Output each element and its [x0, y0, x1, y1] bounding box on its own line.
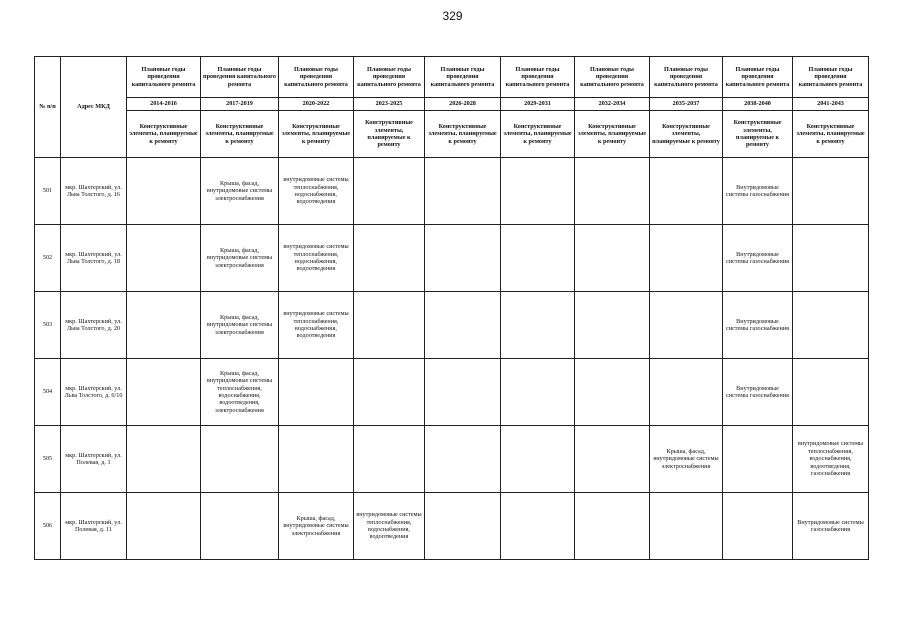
planned-works-cell [425, 493, 501, 560]
header-years-range: 2023-2025 [354, 98, 425, 111]
header-years-range: 2035-2037 [650, 98, 723, 111]
planned-works-cell [793, 292, 869, 359]
planned-works-cell [425, 359, 501, 426]
header-years-range: 2041-2043 [793, 98, 869, 111]
planned-works-cell [650, 493, 723, 560]
planned-works-cell [650, 158, 723, 225]
header-row-elements [35, 111, 869, 158]
planned-works-cell: Внутридомовые системы газоснабжения [723, 292, 793, 359]
planned-works-cell: Крыша, фасад, внутридомовые системы электроснабжения [201, 292, 279, 359]
table-row [35, 426, 869, 493]
row-address: мкр. Шахтерский, ул. Полевая, д. 1 [61, 426, 127, 493]
row-number: 505 [35, 426, 61, 493]
planned-works-cell [127, 292, 201, 359]
planned-works-cell [793, 225, 869, 292]
row-address: мкр. Шахтерский, ул. Льва Толстого, д. 18 [61, 225, 127, 292]
header-plan-years: Плановые годы проведения капитального ремонта [425, 57, 501, 98]
row-number: 504 [35, 359, 61, 426]
planned-works-cell [650, 359, 723, 426]
header-years-range: 2032-2034 [575, 98, 650, 111]
header-years-range: 2017-2019 [201, 98, 279, 111]
planned-works-cell: Внутридомовые системы газоснабжения [723, 158, 793, 225]
planned-works-cell: внутридомовые системы теплоснабжения, водоснабжения, водоотведения, газоснабжения [793, 426, 869, 493]
row-address: мкр. Шахтерский, ул. Льва Толстого, д. 20 [61, 292, 127, 359]
header-address: Адрес МКД [61, 57, 127, 158]
planned-works-cell [501, 225, 575, 292]
header-plan-years: Плановые годы проведения капитального ремонта [354, 57, 425, 98]
planned-works-cell [723, 493, 793, 560]
planned-works-cell [201, 426, 279, 493]
planned-works-cell [723, 426, 793, 493]
table-row [35, 292, 869, 359]
header-structural-elements: Конструктивные элементы, планируемые к ремонту [425, 111, 501, 158]
planned-works-cell: Крыша, фасад, внутридомовые системы электроснабжения [201, 158, 279, 225]
repair-plan-table [34, 56, 869, 560]
header-years-range: 2029-2031 [501, 98, 575, 111]
planned-works-cell [127, 359, 201, 426]
header-plan-years: Плановые годы проведения капитального ремонта [201, 57, 279, 98]
planned-works-cell: Крыша, фасад, внутридомовые системы электроснабжения [279, 493, 354, 560]
row-number: 502 [35, 225, 61, 292]
planned-works-cell [354, 292, 425, 359]
header-plan-years: Плановые годы проведения капитального ремонта [501, 57, 575, 98]
planned-works-cell [127, 225, 201, 292]
planned-works-cell [425, 426, 501, 493]
planned-works-cell [425, 292, 501, 359]
planned-works-cell [575, 225, 650, 292]
table-row [35, 493, 869, 560]
row-address: мкр. Шахтерский, ул. Льва Толстого, д. 16 [61, 158, 127, 225]
planned-works-cell [127, 493, 201, 560]
planned-works-cell [354, 158, 425, 225]
header-plan-years: Плановые годы проведения капитального ремонта [279, 57, 354, 98]
page-number: 329 [442, 9, 463, 23]
planned-works-cell [650, 225, 723, 292]
planned-works-cell [354, 426, 425, 493]
header-structural-elements: Конструктивные элементы, планируемые к ремонту [793, 111, 869, 158]
planned-works-cell: Внутридомовые системы газоснабжения [723, 225, 793, 292]
header-structural-elements: Конструктивные элементы, планируемые к ремонту [501, 111, 575, 158]
header-structural-elements: Конструктивные элементы, планируемые к ремонту [723, 111, 793, 158]
header-plan-years: Плановые годы проведения капитального ремонта [793, 57, 869, 98]
planned-works-cell: Крыша, фасад, внутридомовые системы теплоснабжения, водоснабжения, водоотведения, электроснабжения [201, 359, 279, 426]
row-number: 501 [35, 158, 61, 225]
planned-works-cell [201, 493, 279, 560]
header-years-range: 2038-2040 [723, 98, 793, 111]
header-structural-elements: Конструктивные элементы, планируемые к ремонту [201, 111, 279, 158]
planned-works-cell: внутридомовые системы теплоснабжения, водоснабжения, водоотведения [279, 292, 354, 359]
planned-works-cell [793, 359, 869, 426]
table-body [35, 158, 869, 560]
planned-works-cell [575, 426, 650, 493]
row-address: мкр. Шахтерский, ул. Полевая, д. 11 [61, 493, 127, 560]
planned-works-cell: внутридомовые системы теплоснабжения, водоснабжения, водоотведения [279, 225, 354, 292]
table-row [35, 158, 869, 225]
header-structural-elements: Конструктивные элементы, планируемые к ремонту [650, 111, 723, 158]
planned-works-cell [425, 158, 501, 225]
planned-works-cell [501, 158, 575, 225]
planned-works-cell [501, 292, 575, 359]
row-number: 503 [35, 292, 61, 359]
header-plan-years: Плановые годы проведения капитального ремонта [575, 57, 650, 98]
planned-works-cell [501, 359, 575, 426]
planned-works-cell [575, 158, 650, 225]
planned-works-cell [575, 493, 650, 560]
header-structural-elements: Конструктивные элементы, планируемые к ремонту [279, 111, 354, 158]
header-structural-elements: Конструктивные элементы, планируемые к ремонту [354, 111, 425, 158]
planned-works-cell [279, 359, 354, 426]
header-plan-years: Плановые годы проведения капитального ремонта [127, 57, 201, 98]
header-number: № п/п [35, 57, 61, 158]
header-plan-years: Плановые годы проведения капитального ремонта [650, 57, 723, 98]
planned-works-cell [127, 426, 201, 493]
planned-works-cell: Крыша, фасад, внутридомовые системы электроснабжения [650, 426, 723, 493]
row-address: мкр. Шахтерский, ул. Льва Толстого, д. 6/10 [61, 359, 127, 426]
planned-works-cell: внутридомовые системы теплоснабжения, водоснабжения, водоотведения [279, 158, 354, 225]
row-number: 506 [35, 493, 61, 560]
header-years-range: 2014-2016 [127, 98, 201, 111]
planned-works-cell: Крыша, фасад, внутридомовые системы электроснабжения [201, 225, 279, 292]
header-row-years [35, 98, 869, 111]
planned-works-cell: Внутридомовые системы газоснабжения [723, 359, 793, 426]
planned-works-cell [575, 292, 650, 359]
planned-works-cell: внутридомовые системы теплоснабжения, водоснабжения, водоотведения [354, 493, 425, 560]
header-structural-elements: Конструктивные элементы, планируемые к ремонту [575, 111, 650, 158]
planned-works-cell [425, 225, 501, 292]
planned-works-cell [354, 225, 425, 292]
planned-works-cell [501, 426, 575, 493]
planned-works-cell [354, 359, 425, 426]
planned-works-cell [650, 292, 723, 359]
header-years-range: 2020-2022 [279, 98, 354, 111]
header-years-range: 2026-2028 [425, 98, 501, 111]
planned-works-cell [501, 493, 575, 560]
planned-works-cell [127, 158, 201, 225]
planned-works-cell [279, 426, 354, 493]
header-row-plan [35, 57, 869, 98]
table-row [35, 359, 869, 426]
planned-works-cell [575, 359, 650, 426]
table-row [35, 225, 869, 292]
header-plan-years: Плановые годы проведения капитального ремонта [723, 57, 793, 98]
header-structural-elements: Конструктивные элементы, планируемые к ремонту [127, 111, 201, 158]
planned-works-cell: Внутридомовые системы газоснабжения [793, 493, 869, 560]
planned-works-cell [793, 158, 869, 225]
table-header [35, 57, 869, 158]
